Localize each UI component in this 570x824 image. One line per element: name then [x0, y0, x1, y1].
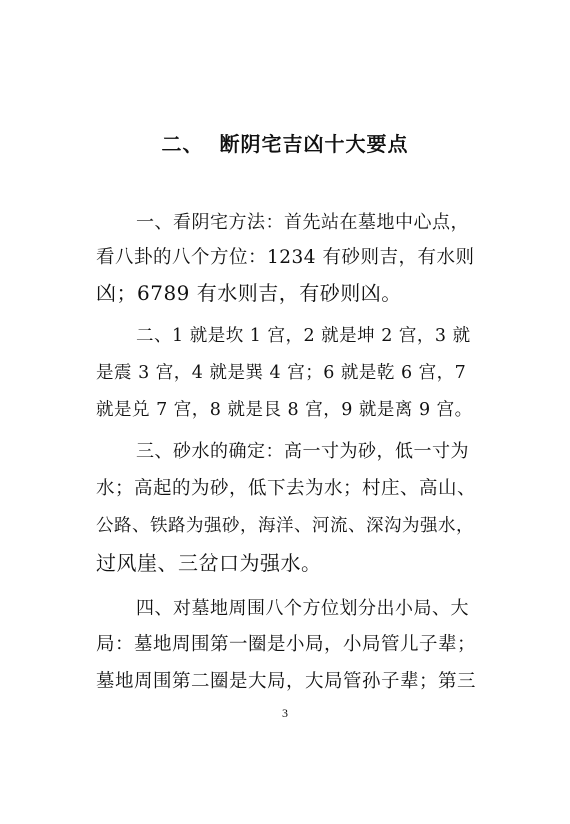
paragraph-2-line-3: 就是兑 7 宫，8 就是艮 8 宫，9 就是离 9 宫。	[96, 400, 473, 420]
paragraph-3-line-1: 三、砂水的确定：高一寸为砂，低一寸为	[136, 441, 469, 462]
paragraph-2-line-1: 二、1 就是坎 1 宫，2 就是坤 2 宫，3 就	[136, 326, 471, 346]
paragraph-1-line-1: 一、看阴宅方法：首先站在墓地中心点，	[136, 212, 469, 233]
section-heading: 二、 断阴宅吉凶十大要点	[161, 132, 409, 156]
page-number: 3	[282, 706, 288, 720]
paragraph-2-line-2: 是震 3 宫，4 就是巽 4 宫；6 就是乾 6 宫，7	[96, 363, 467, 383]
paragraph-1-line-3: 凶；6789 有水则吉，有砂则凶。	[96, 281, 402, 305]
paragraph-1-line-2: 看八卦的八个方位：1234 有砂则吉，有水则	[96, 247, 475, 268]
paragraph-3-line-3: 公路、铁路为强砂，海洋、河流、深沟为强水，	[96, 516, 474, 536]
paragraph-4-line-1: 四、对墓地周围八个方位划分出小局、大	[136, 598, 469, 619]
paragraph-4-line-3: 墓地周围第二圈是大局，大局管孙子辈；第三	[96, 671, 477, 692]
paragraph-4-line-2: 局：墓地周围第一圈是小局，小局管儿子辈；	[96, 634, 477, 655]
paragraph-3-line-4: 过风崖、三岔口为强水。	[96, 551, 322, 575]
paragraph-3-line-2: 水；高起的为砂，低下去为水；村庄、高山、	[96, 478, 477, 499]
